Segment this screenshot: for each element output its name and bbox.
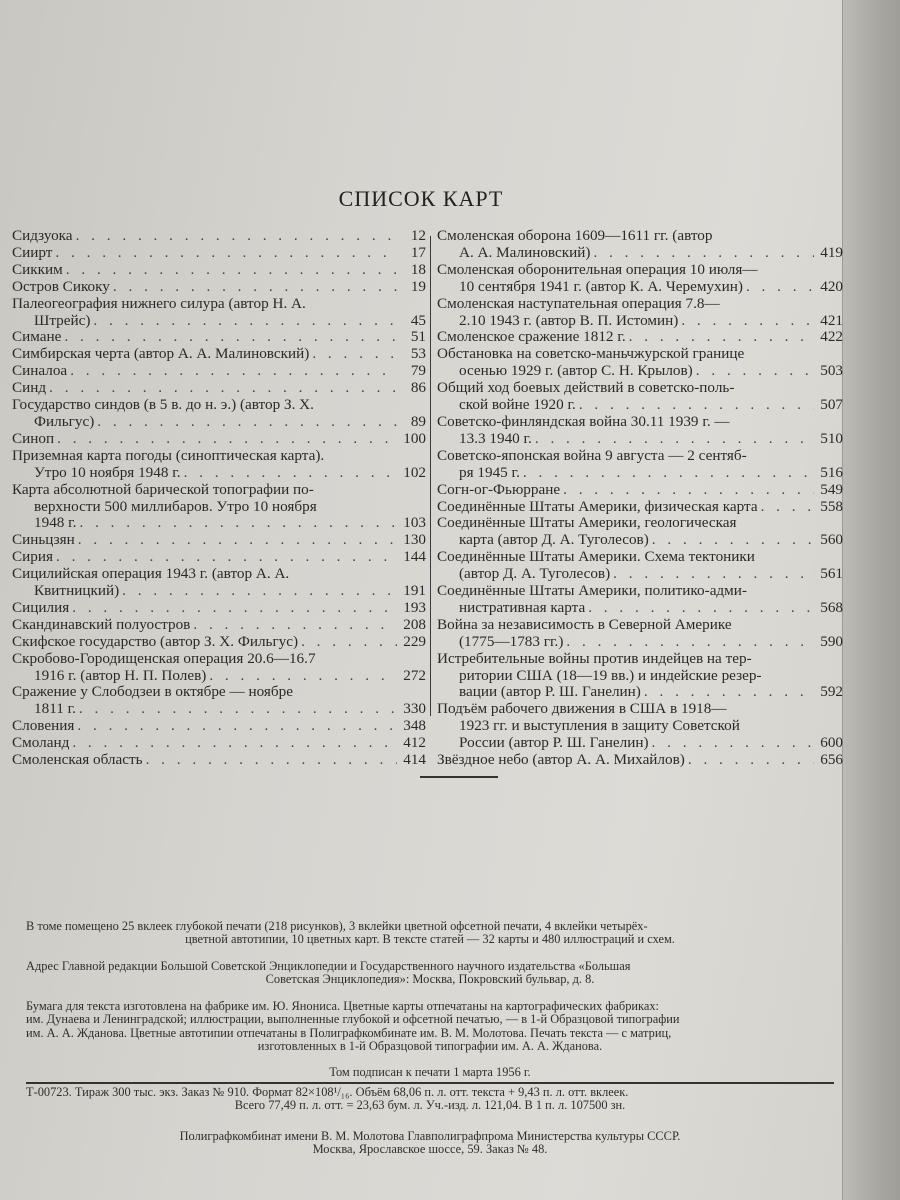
entry-title-line: 1923 гг. и выступления в защиту Советской — [459, 717, 740, 735]
entry-title-line: Государство синдов (в 5 в. до н. э.) (автор З. Х. — [12, 396, 314, 414]
entry-page-number: 130 — [403, 531, 426, 549]
entry-page-number: 229 — [403, 632, 426, 650]
entry-page-number: 422 — [820, 328, 843, 346]
entry-title-line: Советско-японская война 9 августа — 2 сентяб- — [437, 446, 747, 464]
entry-title-line: Соединённые Штаты Америки. Схема тектоники — [437, 548, 755, 566]
entry-title-line: Сицилийская операция 1943 г. (автор А. А. — [12, 565, 290, 583]
entry-title-line: Смоленское сражение 1812 г. — [437, 328, 626, 346]
leader-dots — [688, 752, 814, 769]
leader-dots — [79, 515, 397, 532]
entry-title-line: (1775—1783 гг.) — [459, 632, 564, 650]
colophon-line: В томе помещено 25 вклеек глубокой печати (218 рисунков), 3 вклейки цветной офсетной печати, 4 вклейки четырёх- — [26, 919, 648, 933]
map-list-entry — [12, 329, 426, 346]
entry-title-line: Приземная карта погоды (синоптическая карта). — [12, 446, 325, 464]
map-list-entry — [12, 549, 426, 566]
leader-dots — [76, 228, 397, 245]
map-list-entry — [437, 482, 843, 499]
leader-dots — [563, 482, 814, 499]
leader-dots — [593, 245, 814, 262]
entry-title-line: Сирия — [12, 548, 53, 566]
entry-page-number: 516 — [820, 463, 843, 481]
entry-page-number: 79 — [410, 362, 426, 380]
entry-title-line: вации (автор Р. Ш. Ганелин) — [459, 683, 641, 701]
entry-page-number: 568 — [820, 598, 843, 616]
leader-dots — [696, 363, 814, 380]
map-list-entry — [12, 363, 426, 380]
entry-title-line: Синалоа — [12, 362, 68, 380]
map-list-entry — [437, 617, 843, 651]
map-list-entry — [12, 296, 426, 330]
entry-page-number: 102 — [403, 463, 426, 481]
leader-dots — [49, 380, 397, 397]
leader-dots — [579, 397, 814, 414]
entry-page-number: 590 — [820, 632, 843, 650]
leader-dots — [56, 549, 397, 566]
map-list-entry — [12, 448, 426, 482]
leader-dots — [644, 684, 814, 701]
entry-title-line: Сидзуока — [12, 227, 73, 244]
leader-dots — [588, 600, 814, 617]
map-list-entry — [12, 431, 426, 448]
entry-title-line: Карта абсолютной барической топографии по- — [12, 480, 314, 498]
map-list-entry — [12, 532, 426, 549]
entry-page-number: 53 — [410, 345, 426, 363]
colophon-address — [26, 960, 834, 987]
entry-page-number: 561 — [820, 565, 843, 583]
map-list-entry — [437, 701, 843, 752]
page-title: СПИСОК КАРТ — [338, 186, 504, 211]
leader-dots — [113, 279, 397, 296]
map-list-entry — [437, 380, 843, 414]
map-list-entry — [437, 583, 843, 617]
map-list-entry — [12, 482, 426, 533]
map-list-entry — [437, 651, 843, 702]
colophon-line: им. Дунаева и Ленинградской; иллюстрации, выполненные глубокой и офсетной печатью, — в 1-й Образцовой типографии — [26, 1012, 680, 1027]
entry-page-number: 412 — [403, 734, 426, 752]
colophon-line: Бумага для текста изготовлена на фабрике им. Ю. Янониса. Цветные карты отпечатаны на картографических фабриках: — [26, 999, 659, 1013]
entry-title-line: Сицилия — [12, 598, 70, 616]
entry-title-line: осенью 1929 г. (автор С. Н. Крылов) — [459, 362, 693, 380]
entry-page-number: 19 — [410, 277, 426, 295]
entry-page-number: 592 — [820, 683, 843, 701]
map-list-entry — [12, 735, 426, 752]
entry-title-line: Штрейс) — [34, 311, 91, 329]
colophon-volume-note — [26, 920, 834, 947]
leader-dots — [78, 532, 397, 549]
leader-dots — [72, 735, 397, 752]
leader-dots — [652, 532, 814, 549]
leader-dots — [93, 313, 397, 330]
map-list-entry — [12, 634, 426, 651]
entry-page-number: 560 — [820, 531, 843, 549]
entry-title-line: Согн-ог-Фьюрране — [437, 480, 561, 498]
map-list-entry — [12, 245, 426, 262]
map-list-entry — [12, 397, 426, 431]
leader-dots — [122, 583, 397, 600]
entry-title-line: Сикким — [12, 260, 63, 278]
map-list-entry — [12, 718, 426, 735]
leader-dots — [57, 431, 397, 448]
entry-page-number: 419 — [820, 243, 843, 261]
leader-dots — [681, 313, 814, 330]
leader-dots — [746, 279, 814, 296]
entry-title-line: Звёздное небо (автор А. А. Михайлов) — [437, 751, 685, 769]
map-list-entry — [437, 499, 843, 516]
map-list-entry — [437, 296, 843, 330]
leader-dots — [301, 634, 397, 651]
map-list-entry — [12, 346, 426, 363]
entry-title-line: Скифское государство (автор З. Х. Фильгус) — [12, 632, 299, 650]
entry-page-number: 45 — [410, 311, 426, 329]
leader-dots — [209, 668, 397, 685]
map-list-entry — [437, 414, 843, 448]
map-list-entry — [437, 346, 843, 380]
entry-page-number: 86 — [410, 379, 426, 397]
map-list-entry — [12, 228, 426, 245]
colophon-printer — [26, 1130, 834, 1157]
entry-page-number: 191 — [403, 582, 426, 600]
leader-dots — [72, 600, 397, 617]
leader-dots — [613, 566, 814, 583]
colophon-line: изготовленных в 1-й Образцовой типографии им. А. А. Жданова. — [257, 1039, 603, 1054]
leader-dots — [629, 329, 814, 346]
colophon-line: Всего 77,49 п. л. отт. = 23,63 бум. л. Уч.-изд. л. 121,04. В 1 п. л. 107500 зн. — [234, 1098, 626, 1113]
entry-title-line: Советско-финляндская война 30.11 1939 г. — — [437, 412, 730, 430]
entry-title-line: нистративная карта — [459, 598, 586, 616]
entry-title-line: Соединённые Штаты Америки, политико-адми- — [437, 582, 747, 600]
entry-title-line: Синьцзян — [12, 531, 75, 549]
entry-title-line: верхности 500 миллибаров. Утро 10 ноября — [34, 497, 317, 515]
map-list-entry — [12, 651, 426, 685]
imprint-rule — [26, 1082, 834, 1084]
entry-title-line: Смоленская оборонительная операция 10 июля— — [437, 260, 758, 278]
entry-title-line: А. А. Малиновский) — [459, 243, 591, 261]
leader-dots — [566, 634, 814, 651]
entry-title-line: Подъём рабочего движения в США в 1918— — [437, 700, 727, 718]
entry-title-line: 1811 г. — [34, 700, 76, 718]
entry-page-number: 558 — [820, 497, 843, 515]
colophon-line: цветной автотипии, 10 цветных карт. В тексте статей — 32 карты и 480 иллюстраций и схем. — [185, 932, 675, 947]
entry-title-line: Сиирт — [12, 243, 53, 261]
entry-title-line: Истребительные войны против индейцев на тер- — [437, 649, 752, 667]
colophon-paper — [26, 1000, 834, 1054]
map-list-entry — [12, 752, 426, 769]
entry-title-line: 1948 г. — [34, 514, 77, 532]
entry-title-line: Сражение у Слободзеи в октябре — ноябре — [12, 683, 293, 701]
entry-title-line: Квитницкий) — [34, 582, 120, 600]
map-list-entry — [12, 566, 426, 600]
map-list-entry — [437, 329, 843, 346]
entry-title-line: Соединённые Штаты Америки, физическая карта — [437, 497, 758, 515]
entry-page-number: 600 — [820, 734, 843, 752]
entry-title-line: Синд — [12, 379, 47, 397]
leader-dots — [652, 735, 814, 752]
entry-title-line: Скандинавский полуостров — [12, 615, 191, 633]
map-list-left-column — [12, 228, 426, 769]
entry-title-line: Соединённые Штаты Америки, геологическая — [437, 514, 737, 532]
leader-dots — [77, 718, 397, 735]
entry-title-line: Смоланд — [12, 734, 70, 752]
entry-page-number: 144 — [403, 548, 426, 566]
entry-page-number: 12 — [410, 227, 426, 244]
entry-title-line: Палеогеография нижнего силура (автор Н. А. — [12, 294, 306, 312]
entry-title-line: Симане — [12, 328, 62, 346]
map-list-entry — [12, 279, 426, 296]
entry-page-number: 330 — [403, 700, 426, 718]
leader-dots — [193, 617, 397, 634]
page-edge — [842, 0, 900, 1200]
entry-title-line: Словения — [12, 717, 75, 735]
entry-title-line: 13.3 1940 г. — [459, 429, 532, 447]
colophon-line: Полиграфкомбинат имени В. М. Молотова Главполиграфпрома Министерства культуры СССР. — [179, 1129, 681, 1143]
entry-page-number: 510 — [820, 429, 843, 447]
entry-title-line: Война за независимость в Северной Америке — [437, 615, 732, 633]
entry-title-line: Утро 10 ноября 1948 г. — [34, 463, 181, 481]
entry-title-line: Смоленская оборона 1609—1611 гг. (автор — [437, 227, 713, 244]
entry-title-line: Общий ход боевых действий в советско-поль- — [437, 379, 735, 397]
leader-dots — [55, 245, 397, 262]
entry-page-number: 503 — [820, 362, 843, 380]
entry-page-number: 100 — [403, 429, 426, 447]
leader-dots — [146, 752, 397, 769]
entry-page-number: 17 — [410, 243, 426, 261]
map-list-entry — [437, 515, 843, 549]
entry-page-number: 18 — [410, 260, 426, 278]
entry-page-number: 656 — [820, 751, 843, 769]
entry-title-line: (автор Д. А. Туголесов) — [459, 565, 611, 583]
entry-page-number: 414 — [403, 751, 426, 769]
entry-title-line: Скробово-Городищенская операция 20.6—16.7 — [12, 649, 316, 667]
map-list-entry — [437, 228, 843, 262]
entry-title-line: ря 1945 г. — [459, 463, 520, 481]
map-list-entry — [437, 752, 843, 769]
map-list-entry — [12, 617, 426, 634]
section-rule — [420, 776, 498, 778]
entry-title-line: Остров Сикоку — [12, 277, 110, 295]
leader-dots — [64, 329, 397, 346]
leader-dots — [535, 431, 814, 448]
entry-page-number: 272 — [403, 666, 426, 684]
colophon-line: Советская Энциклопедия»: Москва, Покровский бульвар, д. 8. — [265, 972, 595, 987]
entry-title-line: карта (автор Д. А. Туголесов) — [459, 531, 649, 549]
entry-page-number: 348 — [403, 717, 426, 735]
entry-title-line: Смоленская область — [12, 751, 143, 769]
entry-title-line: 10 сентября 1941 г. (автор К. А. Черемухин) — [459, 277, 743, 295]
entry-title-line: ской войне 1920 г. — [459, 396, 576, 414]
leader-dots — [184, 465, 397, 482]
entry-page-number: 51 — [410, 328, 426, 346]
entry-title-line: Смоленская наступательная операция 7.8— — [437, 294, 720, 312]
entry-page-number: 421 — [820, 311, 843, 329]
leader-dots — [761, 499, 814, 516]
map-list-entry — [12, 380, 426, 397]
column-divider — [430, 236, 431, 716]
entry-page-number: 89 — [410, 412, 426, 430]
colophon-line: Т-00723. Тираж 300 тыс. экз. Заказ № 910. Формат 82×108¹/₁₆. Объём 68,06 п. л. отт. текста + 9,43 п. л. отт. вклеек. — [26, 1085, 629, 1099]
entry-title-line: Синоп — [12, 429, 55, 447]
entry-title-line: России (автор Р. Ш. Ганелин) — [459, 734, 649, 752]
entry-page-number: 103 — [403, 514, 426, 532]
entry-title-line: Симбирская черта (автор А. А. Малиновский) — [12, 345, 310, 363]
entry-title-line: 1916 г. (автор Н. П. Полев) — [34, 666, 207, 684]
entry-page-number: 507 — [820, 396, 843, 414]
entry-title-line: 2.10 1943 г. (автор В. П. Истомин) — [459, 311, 679, 329]
entry-page-number: 420 — [820, 277, 843, 295]
map-list-entry — [437, 549, 843, 583]
colophon-line: Москва, Ярославское шоссе, 59. Заказ № 48. — [312, 1142, 548, 1157]
colophon-imprint — [26, 1086, 834, 1113]
map-list-entry — [12, 262, 426, 279]
colophon-line: Адрес Главной редакции Большой Советской Энциклопедии и Государственного научного издательства «Большая — [26, 959, 631, 973]
entry-page-number: 549 — [820, 480, 843, 498]
entry-title-line: Обстановка на советско-маньчжурской границе — [437, 345, 745, 363]
entry-page-number: 193 — [403, 598, 426, 616]
entry-page-number: 208 — [403, 615, 426, 633]
colophon-signed: Том подписан к печати 1 марта 1956 г. — [329, 1065, 531, 1079]
colophon-line: им. А. А. Жданова. Цветные автотипии отпечатаны в Полиграфкомбинате им. В. М. Молотова. Печать текста — с матриц, — [26, 1025, 672, 1040]
leader-dots — [79, 701, 397, 718]
entry-title-line: ритории США (18—19 вв.) и индейские резер- — [459, 666, 762, 684]
leader-dots — [312, 346, 397, 363]
leader-dots — [523, 465, 814, 482]
entry-title-line: Фильгус) — [34, 412, 95, 430]
map-list-entry — [437, 448, 843, 482]
map-list-entry — [437, 262, 843, 296]
map-list-right-column — [437, 228, 843, 769]
leader-dots — [97, 414, 397, 431]
map-list-entry — [12, 600, 426, 617]
map-list-entry — [12, 684, 426, 718]
leader-dots — [66, 262, 397, 279]
leader-dots — [70, 363, 397, 380]
